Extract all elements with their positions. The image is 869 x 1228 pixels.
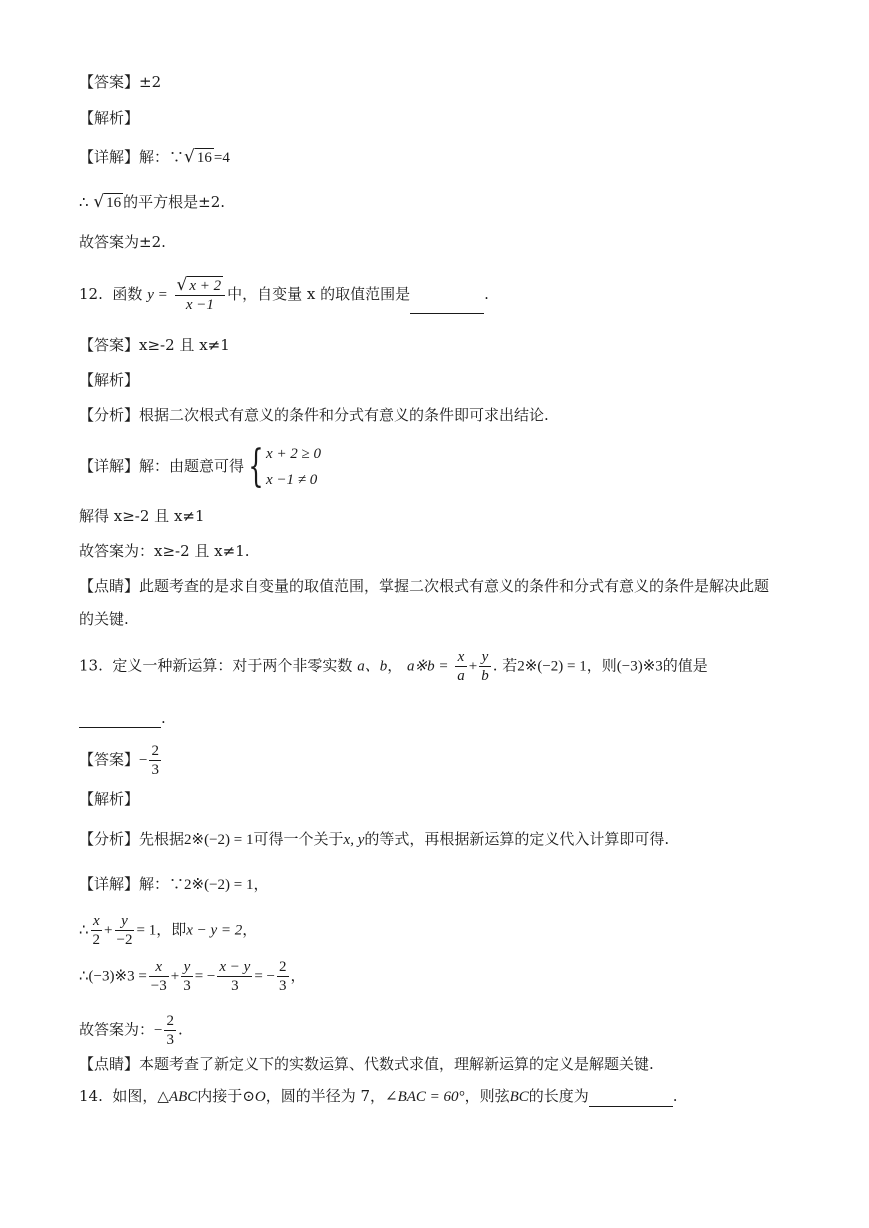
q12-detail-line: 【详解】解：由题意可得{ x + 2 ≥ 0 x −1 ≠ 0 [79,441,322,492]
comment-tag: 【点睛】 [79,577,140,595]
q13-blank-line: . [79,708,166,728]
radical-sign: √ [93,192,105,212]
q12-comment-line1: 【点睛】此题考查的是求自变量的取值范围，掌握二次根式有意义的条件和分式有意义的条件是解决此题 [79,577,770,595]
fraction: $\frac{2}{3}$ [279,959,287,994]
q13-derivation-line1: ∴ $\frac{x}{2}$ + $\frac{y}{-2}$ = 1，即x − y = 2， [79,913,258,948]
answer-blank [589,1092,673,1107]
q13-answer-line: 【答案】− $\frac{2}{3}$ [79,743,159,778]
question-number: 13. [79,656,103,675]
q13-final-line: 故答案为：− $\frac{2}{3}$ . [79,1013,183,1048]
answer-tag: 【答案】 [79,73,140,91]
fraction: $\frac{√ x + 2}{x -1}$ [175,276,226,314]
q13-detail-line: 【详解】解：∵2※(−2) = 1， [79,875,269,893]
q13-comment-line: 【点睛】本题考查了新定义下的实数运算、代数式求值，理解新运算的定义是解题关键. [79,1055,654,1073]
fraction: $\frac{x}{a}$ [457,649,465,684]
fraction: $\frac{2}{3}$ [166,1013,174,1048]
fraction: $\frac{x}{2}$ [92,913,101,948]
radicand: 16 [106,195,122,211]
detail-tag: 【详解】 [79,875,140,893]
radical-sign: √ [184,147,195,167]
radicand: 16 [196,150,212,166]
fraction: $\frac{x}{-3}$ [150,959,167,994]
answer-text: ±2 [139,73,162,91]
q12-analysis-sub: 【分析】根据二次根式有意义的条件和分式有意义的条件即可求出结论. [79,406,549,424]
comment-tag: 【点睛】 [79,1055,140,1073]
q11-detail-line: 【详解】解：∵√ 16 =4 [79,147,230,167]
analysis-sub-tag: 【分析】 [79,830,140,848]
inequality-system: x + 2 ≥ 0 x −1 ≠ 0 [266,446,322,488]
q14-stem: 14. 如图，△ABC内接于⊙O，圆的半径为 7，∠BAC = 60°，则弦BC的长度为 . [79,1087,678,1105]
answer-tag: 【答案】 [79,750,140,769]
fraction: $\frac{y}{-2}$ [116,913,133,948]
q12-answer-line: 【答案】x≥-2 且 x≠1 [79,336,230,354]
fraction: $\frac{y}{3}$ [183,959,191,994]
q12-stem: 12. 函数 y = $\frac{√ x + 2}{x -1}$ 中，自变量 x 的取值范围是 . [79,275,489,313]
detail-tag: 【详解】 [79,148,140,166]
q12-analysis-line [79,370,139,390]
q12-comment-line2: 的关键. [79,610,129,628]
q11-final-line: 故答案为±2. [79,233,166,251]
question-number: 14. [79,1087,103,1105]
analysis-tag: 【解析】 [79,790,140,808]
fraction: $\frac{y}{b}$ [481,649,489,684]
analysis-tag: 【解析】 [79,371,140,389]
left-brace: { [248,441,264,492]
q13-analysis-line [79,789,139,809]
q13-stem: 13. 定义一种新运算：对于两个非零实数 a、b， a※b = $\frac{x}{a}$ + $\frac{y}{b}$ . 若2※(−2) = 1，则(−3)※3的值是 [79,649,708,684]
q11-answer-line [79,72,161,92]
analysis-sub-tag: 【分析】 [79,406,140,424]
q13-analysis-sub: 【分析】先根据2※(−2) = 1可得一个关于x, y的等式，再根据新运算的定义代入计算即可得. [79,830,670,848]
q12-final-line: 故答案为：x≥-2 且 x≠1. [79,542,250,560]
detail-tag: 【详解】 [79,457,140,475]
q11-therefore-line: ∴ √ 16 的平方根是±2. [79,192,226,212]
fraction: $\frac{2}{3}$ [151,743,159,778]
q13-derivation-line2: ∴(−3)※3 = $\frac{x}{-3}$ + $\frac{y}{3}$ = − $\frac{x - y}{3}$ = − $\frac{2}{3}$ ， [79,959,306,994]
q12-solve-line: 解得 x≥-2 且 x≠1 [79,507,205,525]
question-number: 12. [79,285,103,303]
q11-analysis-line [79,108,139,128]
answer-blank [410,299,484,314]
analysis-tag: 【解析】 [79,109,140,127]
answer-blank [79,713,161,728]
answer-tag: 【答案】 [79,336,140,354]
fraction: $\frac{x - y}{3}$ [219,959,251,994]
